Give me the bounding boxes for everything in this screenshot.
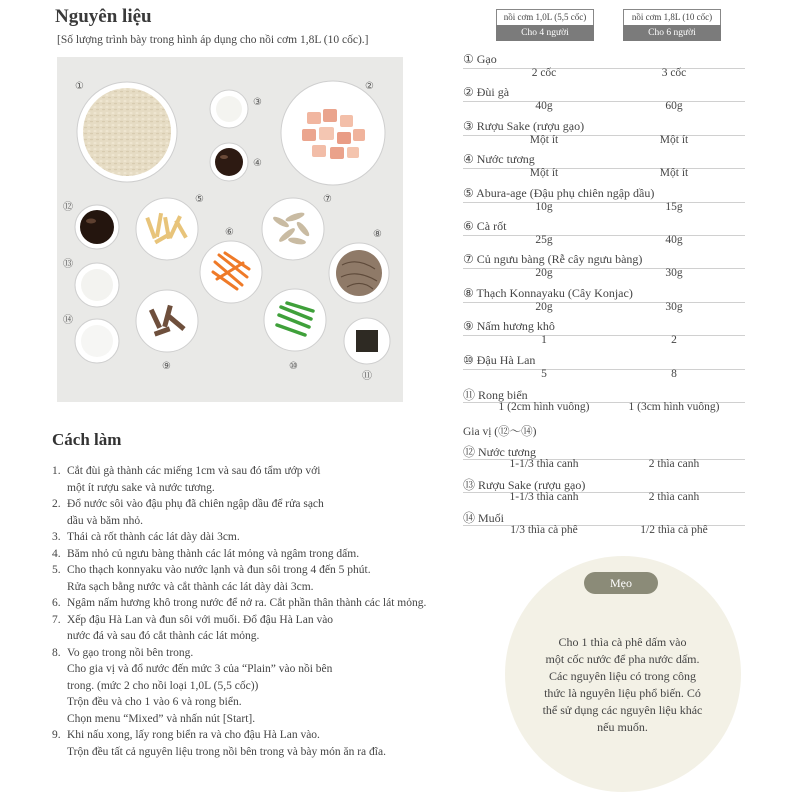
ingredient-row bbox=[463, 351, 745, 384]
seaweed-dish bbox=[344, 318, 390, 364]
amount-4-people: 1-1/3 thìa canh bbox=[509, 458, 579, 470]
seasoning-soy-dish bbox=[75, 205, 119, 249]
photo-label-6: ⑥ bbox=[225, 227, 234, 238]
column-band: Cho 6 người bbox=[623, 25, 721, 41]
ingredient-row bbox=[463, 474, 745, 507]
amount-6-people: 1/2 thìa cà phê bbox=[640, 524, 708, 536]
step-number: 9. bbox=[52, 729, 61, 741]
step-text-line: Thái cà rốt thành các lát dày dài 3cm. bbox=[67, 531, 240, 543]
step-text-line: Vo gạo trong nồi bên trong. bbox=[67, 646, 194, 659]
konjac-bowl bbox=[329, 243, 389, 303]
ingredient-name: ③ Rượu Sake (rượu gạo) bbox=[463, 118, 585, 133]
abura-age-bowl bbox=[136, 198, 198, 260]
chicken-plate bbox=[281, 81, 385, 185]
snow-pea-bowl bbox=[264, 289, 326, 351]
amount-4-people: 2 cốc bbox=[531, 67, 557, 79]
column-cap: nồi cơm 1,8L (10 cốc) bbox=[623, 9, 721, 25]
ingredient-row bbox=[463, 384, 745, 417]
tip-line: thức là nguyên liệu phổ biến. Có bbox=[544, 686, 701, 700]
photo-label-13: ⑬ bbox=[63, 259, 73, 270]
step-number: 2. bbox=[52, 498, 61, 510]
amount-4-people: 1 bbox=[541, 334, 547, 347]
ingredient-row bbox=[463, 250, 745, 283]
tip-text bbox=[520, 634, 725, 736]
photo-label-12: ⑫ bbox=[63, 202, 73, 213]
photo-label-11: ⑪ bbox=[362, 371, 372, 382]
ingredient-name: ⑦ Củ ngưu bàng (Rễ cây ngưu bàng) bbox=[463, 252, 643, 267]
step-text-line: Khi nấu xong, lấy rong biển ra và cho đậu Hà Lan vào. bbox=[67, 729, 320, 741]
ingredient-row bbox=[463, 441, 745, 474]
amount-4-people: Một ít bbox=[529, 167, 559, 180]
photo-label-3: ③ bbox=[253, 97, 262, 108]
photo-label-10: ⑩ bbox=[289, 361, 298, 372]
step-text-line: Xếp đậu Hà Lan và đun sôi với muối. Đổ đậu Hà Lan vào bbox=[67, 613, 334, 626]
rice-bowl bbox=[77, 82, 177, 182]
ingredient-name: ⑬ Rượu Sake (rượu gạo) bbox=[463, 478, 586, 492]
ingredient-row bbox=[463, 117, 745, 150]
step-number: 8. bbox=[52, 646, 61, 659]
step-number: 1. bbox=[52, 465, 61, 477]
amount-6-people: Một ít bbox=[659, 167, 689, 180]
photo-label-9: ⑨ bbox=[162, 361, 171, 372]
amount-4-people: 1-1/3 thìa canh bbox=[509, 491, 579, 503]
step-text-line: Băm nhỏ củ ngưu bàng thành các lát mỏng và ngâm trong dấm. bbox=[67, 547, 360, 560]
column-header-6-people bbox=[623, 9, 721, 41]
method-step bbox=[52, 546, 472, 563]
ingredient-row bbox=[463, 217, 745, 250]
ingredient-name: ④ Nước tương bbox=[463, 152, 535, 167]
method-step bbox=[52, 496, 472, 529]
seasoning-salt-dish bbox=[75, 319, 119, 363]
ingredients-photo bbox=[57, 57, 403, 402]
ingredient-row bbox=[463, 284, 745, 317]
ingredient-name: ② Đùi gà bbox=[463, 85, 510, 100]
ingredient-name: ⑨ Nấm hương khô bbox=[463, 319, 555, 334]
ingredient-row bbox=[463, 184, 745, 217]
tip-line: Cho 1 thìa cà phê dấm vào bbox=[558, 635, 687, 649]
ingredient-row bbox=[463, 150, 745, 183]
amount-6-people: 40g bbox=[665, 234, 683, 246]
carrot-bowl bbox=[200, 241, 262, 303]
method-step bbox=[52, 727, 472, 760]
step-text-line: Chọn menu “Mixed” và nhấn nút [Start]. bbox=[67, 712, 256, 725]
step-number: 5. bbox=[52, 564, 61, 576]
amount-6-people: 2 thìa canh bbox=[648, 458, 700, 470]
tip-badge: Mẹo bbox=[584, 572, 658, 594]
step-text-line: Rửa sạch bằng nước và cắt thành các lát dày dài 3cm. bbox=[67, 580, 314, 593]
amount-4-people: 10g bbox=[535, 200, 553, 213]
step-text-line: một ít rượu sake và nước tương. bbox=[67, 481, 215, 494]
amount-6-people: 30g bbox=[665, 267, 683, 280]
amount-6-people: 3 cốc bbox=[661, 67, 687, 79]
amount-6-people: 30g bbox=[665, 300, 683, 313]
amount-6-people: 2 bbox=[671, 334, 677, 347]
step-text-line: nước đá và sau đó cắt thành các lát mỏng. bbox=[67, 630, 260, 642]
ingredient-name: ⑪ Rong biển bbox=[463, 388, 528, 402]
amount-6-people: 15g bbox=[665, 200, 683, 213]
tip-line: Các nguyên liệu có trong công bbox=[549, 669, 696, 683]
step-text-line: Trộn đều tất cả nguyên liệu trong nồi bên trong và bày món ăn ra đĩa. bbox=[67, 745, 386, 758]
amount-6-people: 60g bbox=[665, 100, 683, 113]
step-text-line: trong. (mức 2 cho nồi loại 1,0L (5,5 cốc)) bbox=[67, 679, 259, 692]
tip-line: nếu muốn. bbox=[597, 720, 648, 734]
amount-6-people: 2 thìa canh bbox=[648, 491, 700, 503]
sake-dish bbox=[210, 90, 248, 128]
page-subtitle: [Số lượng trình bày trong hình áp dụng cho nồi cơm 1,8L (10 cốc).] bbox=[57, 34, 369, 46]
soy-sauce-dish bbox=[210, 143, 248, 181]
column-cap: nồi cơm 1,0L (5,5 cốc) bbox=[496, 9, 594, 25]
mushroom-bowl bbox=[136, 290, 198, 352]
step-text-line: Ngâm nấm hương khô trong nước để nở ra. Cắt phần thân thành các lát mỏng. bbox=[67, 597, 427, 609]
amount-6-people: 8 bbox=[671, 367, 677, 380]
column-band: Cho 4 người bbox=[496, 25, 594, 41]
seasoning-label: Gia vị (⑫〜⑭) bbox=[463, 426, 537, 438]
step-number: 3. bbox=[52, 531, 61, 543]
ingredient-name: ⑧ Thạch Konnayaku (Cây Konjac) bbox=[463, 285, 633, 300]
step-text-line: Trộn đều và cho 1 vào 6 và rong biển. bbox=[67, 696, 242, 708]
tip-line: thể sử dụng các nguyên liệu khác bbox=[542, 703, 703, 717]
method-step bbox=[52, 645, 472, 728]
photo-label-2: ② bbox=[365, 81, 374, 92]
ingredient-row bbox=[463, 317, 745, 350]
amount-4-people: Một ít bbox=[529, 133, 559, 146]
photo-label-5: ⑤ bbox=[195, 194, 204, 205]
amount-4-people: 5 bbox=[541, 367, 547, 380]
step-number: 7. bbox=[52, 613, 61, 626]
ingredient-row bbox=[463, 50, 745, 83]
ingredient-name: ① Gạo bbox=[463, 52, 497, 66]
method-step bbox=[52, 595, 472, 612]
photo-label-4: ④ bbox=[253, 158, 262, 169]
amount-4-people: 40g bbox=[535, 100, 553, 113]
ingredient-name: ⑭ Muối bbox=[463, 511, 505, 525]
page-title: Nguyên liệu bbox=[55, 6, 152, 27]
photo-label-14: ⑭ bbox=[63, 315, 73, 326]
ingredient-name: ⑤ Abura-age (Đậu phụ chiên ngập dầu) bbox=[463, 185, 655, 200]
amount-6-people: 1 (3cm hình vuông) bbox=[628, 401, 720, 413]
ingredient-name: ⑩ Đậu Hà Lan bbox=[463, 352, 536, 367]
ingredient-name: ⑥ Cà rốt bbox=[463, 219, 507, 233]
step-text-line: Cắt đùi gà thành các miếng 1cm và sau đó tẩm ướp với bbox=[67, 465, 321, 477]
method-step bbox=[52, 612, 472, 645]
method-title: Cách làm bbox=[52, 430, 122, 449]
ingredient-name: ⑫ Nước tương bbox=[463, 445, 537, 459]
ingredient-row bbox=[463, 507, 745, 540]
amount-4-people: 20g bbox=[535, 267, 553, 280]
step-text-line: dầu và băm nhỏ. bbox=[67, 514, 144, 527]
step-text-line: Đổ nước sôi vào đậu phụ đã chiên ngập dầu để rửa sạch bbox=[67, 498, 324, 510]
method-step bbox=[52, 562, 472, 595]
column-header-4-people bbox=[496, 9, 594, 41]
tip-line: một cốc nước để pha nước dấm. bbox=[545, 652, 700, 666]
amount-4-people: 1 (2cm hình vuông) bbox=[498, 401, 590, 413]
step-number: 6. bbox=[52, 597, 61, 609]
photo-label-1: ① bbox=[75, 81, 84, 92]
ingredient-row bbox=[463, 83, 745, 116]
photo-label-7: ⑦ bbox=[323, 194, 332, 205]
amount-6-people: Một ít bbox=[659, 133, 689, 146]
step-text-line: Cho thạch konnyaku vào nước lạnh và đun sôi trong 4 đến 5 phút. bbox=[67, 564, 371, 576]
seasoning-sake-dish bbox=[75, 263, 119, 307]
amount-4-people: 1/3 thìa cà phê bbox=[510, 524, 578, 536]
step-text-line: Cho gia vị và đổ nước đến mức 3 của “Plain” vào nồi bên bbox=[67, 663, 333, 675]
method-step bbox=[52, 463, 472, 496]
amount-4-people: 20g bbox=[535, 300, 553, 313]
photo-label-8: ⑧ bbox=[373, 229, 382, 240]
method-steps bbox=[52, 463, 472, 760]
method-step bbox=[52, 529, 472, 546]
step-number: 4. bbox=[52, 547, 61, 560]
burdock-bowl bbox=[262, 198, 324, 260]
amount-4-people: 25g bbox=[535, 234, 553, 246]
